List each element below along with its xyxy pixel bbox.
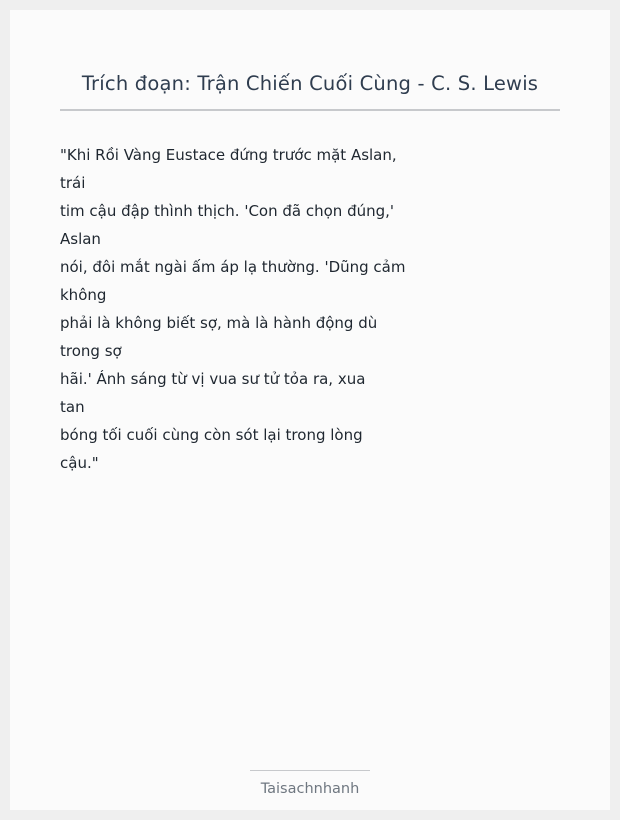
excerpt-line: phải là không biết sợ, mà là hành động dù (60, 314, 378, 332)
title-divider (60, 109, 560, 111)
excerpt-line: tim cậu đập thình thịch. 'Con đã chọn đúng,' (60, 202, 395, 220)
excerpt-text (60, 141, 405, 477)
document-title: Trích đoạn: Trận Chiến Cuối Cùng - C. S. Lewis (81, 72, 539, 95)
excerpt-line: tan (60, 398, 85, 416)
excerpt-line: không (60, 286, 107, 304)
footer-source: Taisachnhanh (260, 781, 360, 797)
document-page (10, 10, 610, 810)
excerpt-line: Aslan (60, 230, 101, 248)
excerpt-line: trái (60, 174, 86, 192)
excerpt-line: trong sợ (60, 342, 122, 360)
excerpt-line: nói, đôi mắt ngài ấm áp lạ thường. 'Dũng cảm (60, 258, 406, 276)
excerpt-line: hãi.' Ánh sáng từ vị vua sư tử tỏa ra, xua (60, 370, 366, 388)
excerpt-line: "Khi Rồi Vàng Eustace đứng trước mặt Aslan, (60, 146, 397, 164)
excerpt-line: cậu." (60, 454, 99, 472)
excerpt-line: bóng tối cuối cùng còn sót lại trong lòng (60, 426, 363, 444)
footer-divider (250, 770, 370, 771)
